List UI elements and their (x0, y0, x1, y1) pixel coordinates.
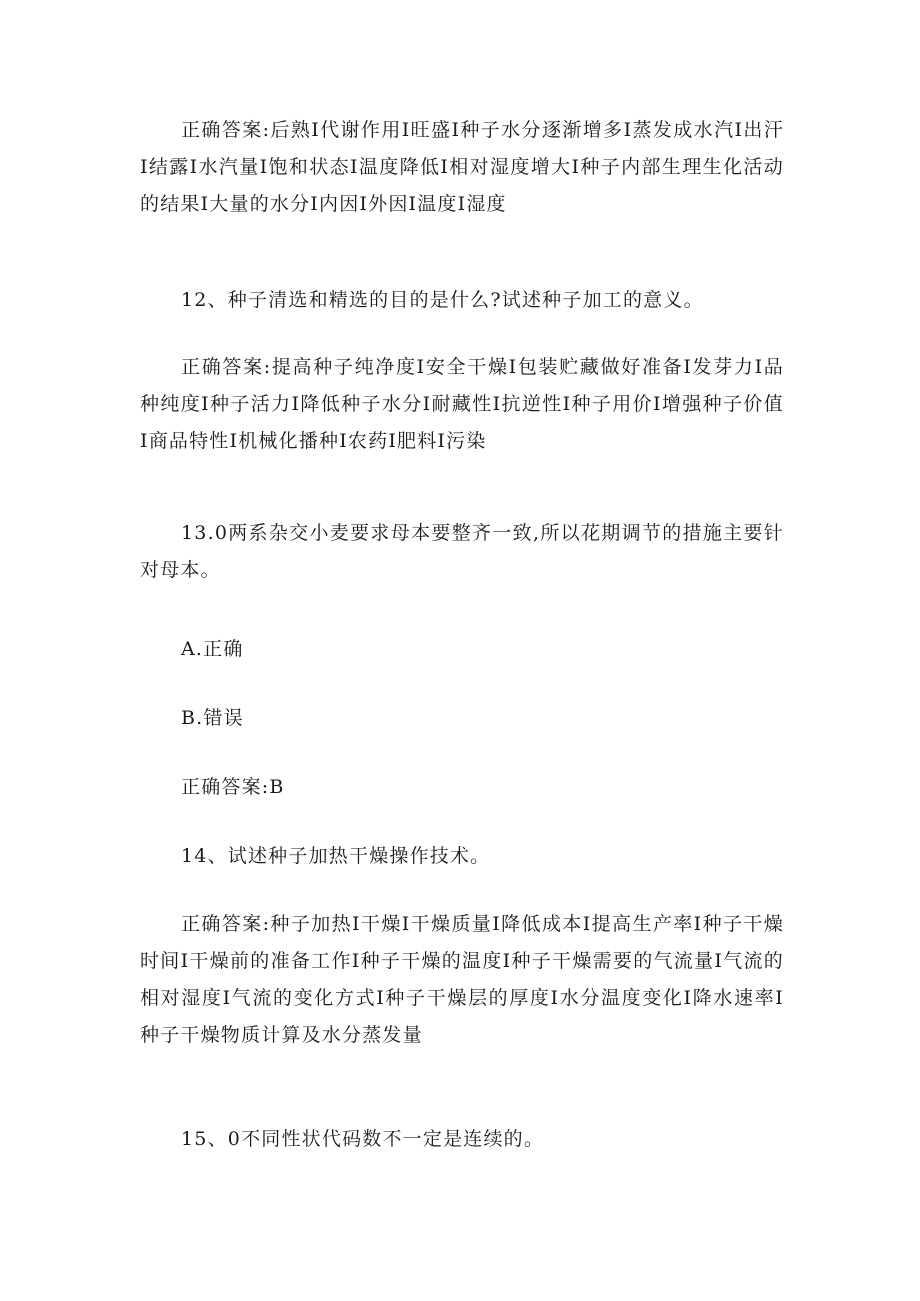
question-12: 12、种子清选和精选的目的是什么?试述种子加工的意义。 (181, 289, 704, 311)
question-14: 14、试述种子加热干燥操作技术。 (181, 845, 491, 867)
option-a: A.正确 (181, 638, 244, 660)
answer-paragraph-12: 正确答案:提高种子纯净度I安全干燥I包装贮藏做好准备I发芽力I品种纯度I种子活力I降低种子水分I耐藏性I抗逆性I种子用价I增强种子价值I商品特性I机械化播种I农药I肥料I污染 (140, 356, 784, 452)
question-13: 13.0两系杂交小麦要求母本要整齐一致,所以花期调节的措施主要针对母本。 (140, 522, 784, 581)
answer-paragraph-14: 正确答案:种子加热I干燥I干燥质量I降低成本I提高生产率I种子干燥时间I干燥前的准备工作I种子干燥的温度I种子干燥需要的气流量I气流的相对湿度I气流的变化方式I种子干燥层的厚度I水分温度变化I降水速率I种子干燥物质计算及水分蒸发量 (140, 913, 784, 1046)
option-b: B.错误 (181, 707, 244, 729)
answer-13: 正确答案:B (181, 776, 285, 798)
question-15: 15、0不同性状代码数不一定是连续的。 (181, 1128, 545, 1150)
answer-paragraph-11: 正确答案:后熟I代谢作用I旺盛I种子水分逐渐增多I蒸发成水汽I出汗I结露I水汽量I饱和状态I温度降低I相对湿度增大I种子内部生理生化活动的结果I大量的水分I内因I外因I温度I湿度 (140, 119, 784, 215)
